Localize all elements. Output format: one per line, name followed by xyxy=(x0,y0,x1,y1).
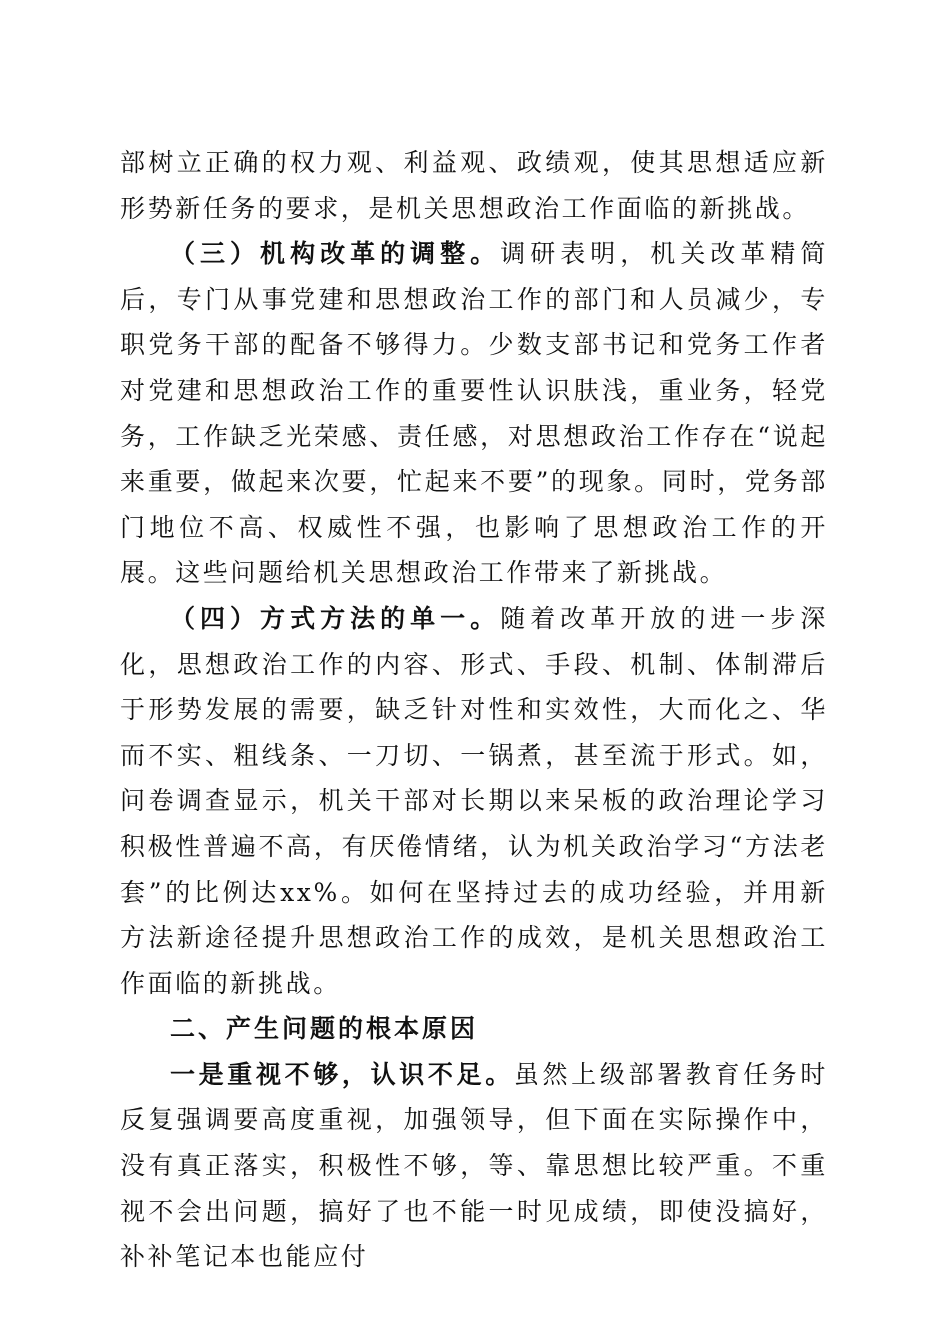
paragraph-methods xyxy=(120,596,828,1006)
paragraph-text: 虽然上级部署教育任务时反复强调要高度重视，加强领导，但下面在实际操作中，没有真正落实，积极性不够，等、靠思想比较严重。不重视不会出问题，搞好了也不能一时见成绩，即使没搞好，补补笔记本也能应付 xyxy=(120,1059,829,1272)
document-body xyxy=(120,140,828,1280)
paragraph-text: 调研表明，机关改革精简后，专门从事党建和思想政治工作的部门和人员减少，专职党务干部的配备不够得力。少数支部书记和党务工作者对党建和思想政治工作的重要性认识肤浅，重业务，轻党务，工作缺乏光荣感、责任感，对思想政治工作存在“说起来重要，做起来次要，忙起来不要”的现象。同时，党务部门地位不高、权威性不强，也影响了思想政治工作的开展。这些问题给机关思想政治工作带来了新挑战。 xyxy=(120,239,828,588)
paragraph-text: 随着改革开放的进一步深化，思想政治工作的内容、形式、手段、机制、体制滞后于形势发展的需要，缺乏针对性和实效性，大而化之、华而不实、粗线条、一刀切、一锅煮，甚至流于形式。如，问卷调查显示，机关干部对长期以来呆板的政治理论学习积极性普遍不高，有厌倦情绪，认为机关政治学习“方法老套”的比例达xx%。如何在坚持过去的成功经验，并用新方法新途径提升思想政治工作的成效，是机关思想政治工作面临的新挑战。 xyxy=(120,603,828,998)
paragraph-continuation xyxy=(120,140,828,231)
paragraph-lead: （四）方式方法的单一。 xyxy=(170,603,501,633)
paragraph-text: 部树立正确的权力观、利益观、政绩观，使其思想适应新形势新任务的要求，是机关思想政治工作面临的新挑战。 xyxy=(120,148,828,223)
paragraph-lead: （三）机构改革的调整。 xyxy=(170,239,501,269)
paragraph-root-cause-1 xyxy=(120,1052,828,1280)
paragraph-institutional-reform xyxy=(120,231,828,596)
section-heading: 二、产生问题的根本原因 xyxy=(170,1014,479,1044)
paragraph-lead: 一是重视不够，认识不足。 xyxy=(170,1059,514,1089)
